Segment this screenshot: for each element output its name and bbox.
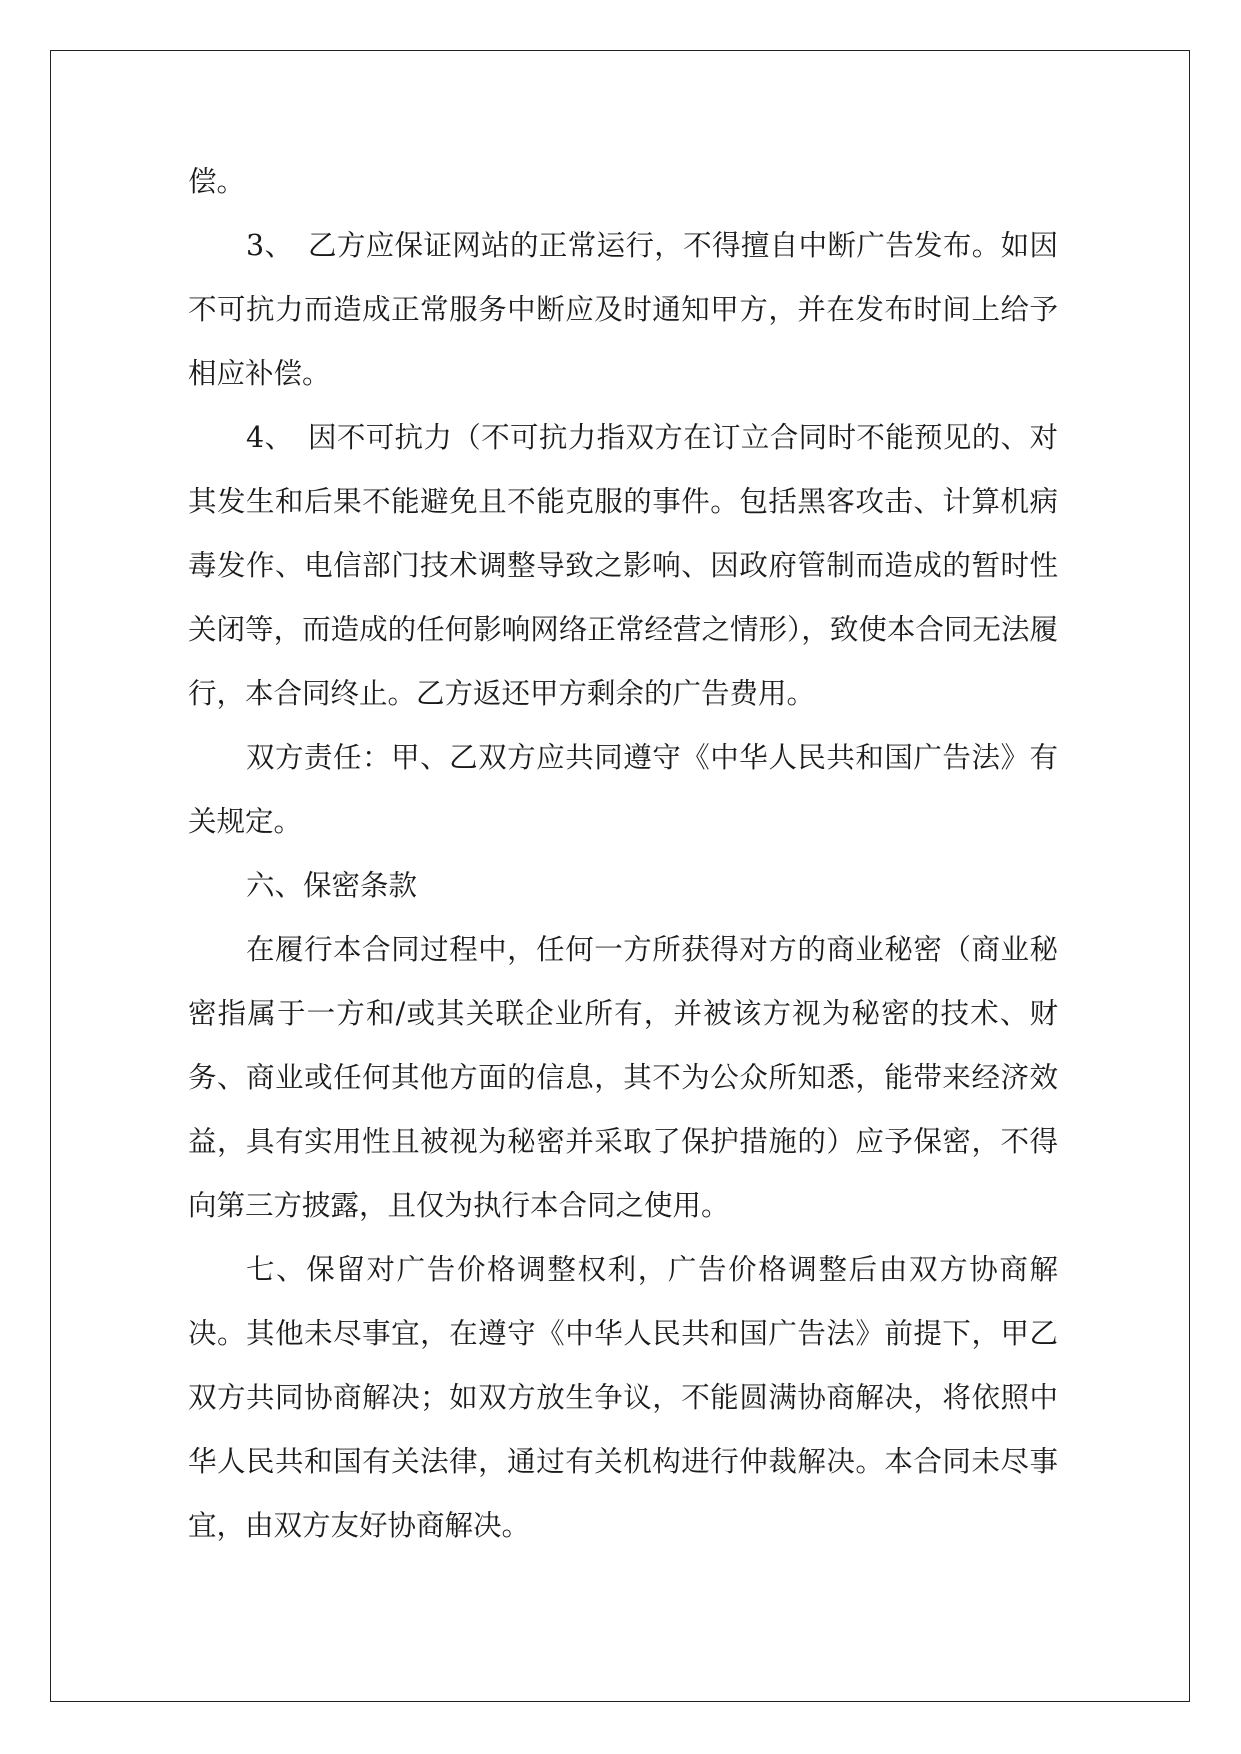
paragraph-mutual-responsibility: 双方责任：甲、乙双方应共同遵守《中华人民共和国广告法》有关规定。 <box>188 741 1058 838</box>
paragraph-continuation: 偿。 <box>188 165 246 198</box>
paragraph-clause-4: 4、 因不可抗力（不可抗力指双方在订立合同时不能预见的、对其发生和后果不能避免且不能克服的事件。包括黑客攻击、计算机病毒发作、电信部门技术调整导致之影响、因政府管制而造成的暂时性关闭等，而造成的任何影响网络正常经营之情形），致使本合同无法履行，本合同终止。乙方返还甲方剩余的广告费用。 <box>188 421 1058 710</box>
section-heading-confidentiality: 六、保密条款 <box>246 869 418 902</box>
document-body <box>188 150 1058 1558</box>
paragraph-clause-3: 3、 乙方应保证网站的正常运行，不得擅自中断广告发布。如因不可抗力而造成正常服务中断应及时通知甲方，并在发布时间上给予相应补偿。 <box>188 229 1058 390</box>
paragraph-confidentiality: 在履行本合同过程中，任何一方所获得对方的商业秘密（商业秘密指属于一方和/或其关联企业所有，并被该方视为秘密的技术、财务、商业或任何其他方面的信息，其不为公众所知悉，能带来经济效益，具有实用性且被视为秘密并采取了保护措施的）应予保密，不得向第三方披露，且仅为执行本合同之使用。 <box>188 933 1058 1222</box>
paragraph-section-7: 七、保留对广告价格调整权利，广告价格调整后由双方协商解决。其他未尽事宜，在遵守《中华人民共和国广告法》前提下，甲乙双方共同协商解决；如双方放生争议，不能圆满协商解决，将依照中华人民共和国有关法律，通过有关机构进行仲裁解决。本合同未尽事宜，由双方友好协商解决。 <box>188 1253 1058 1542</box>
